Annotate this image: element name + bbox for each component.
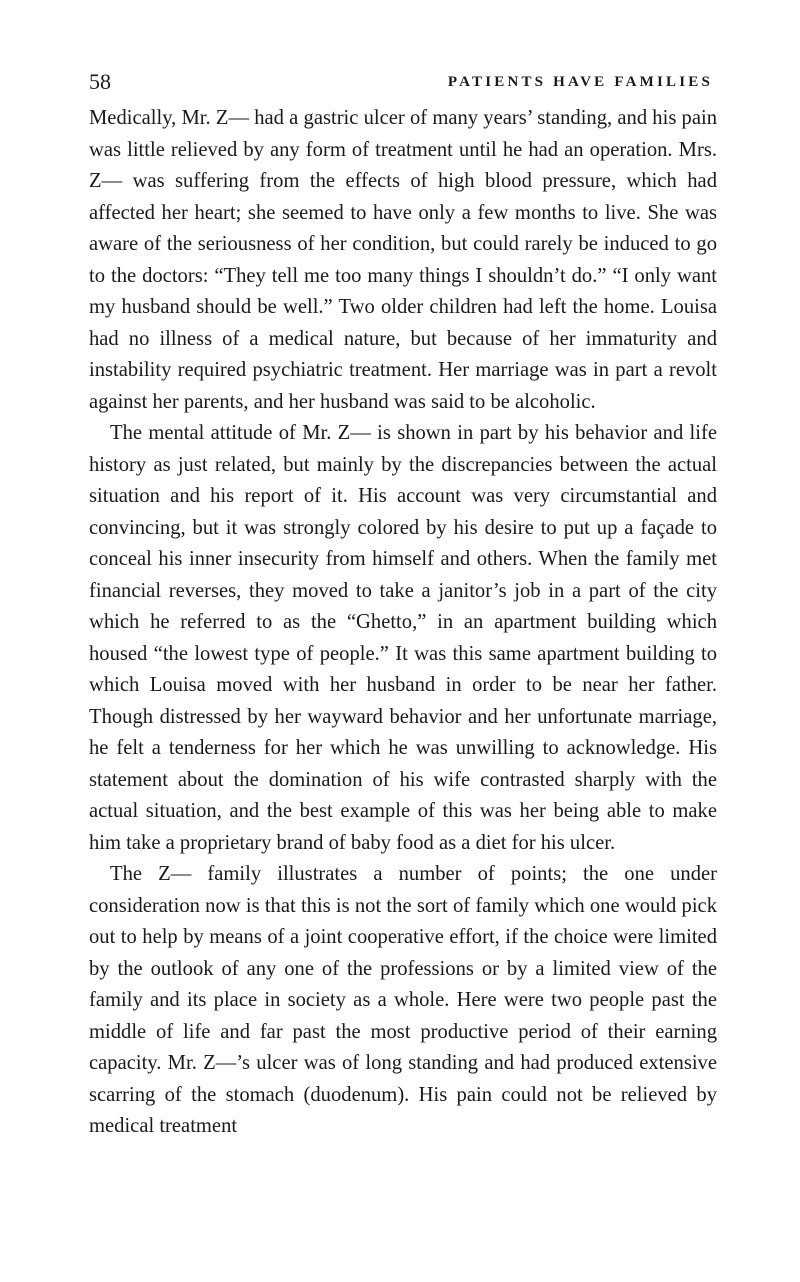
running-title: PATIENTS HAVE FAMILIES [447,74,713,90]
page-number: 58 [89,69,111,94]
running-head [89,66,713,98]
paragraph-3: The Z— family illustrates a number of points; the one under consideration now is that this is not the sort of family which one would pick out to help by means of a joint cooperative effort, if the choice were limited by the outlook of any one of the professions or by a limited view of the family and its place in society as a whole. Here were two people past the middle of life and far past the most productive period of their earning capacity. Mr. Z—’s ulcer was of long standing and had produced extensive scarring of the stomach (duodenum). His pain could not be relieved by medical treatment [89,863,717,1137]
paragraph-2: The mental attitude of Mr. Z— is shown in part by his behavior and life history as just related, but mainly by the discrepancies between the actual situation and his report of it. His account was very circumstantial and convincing, but it was strongly colored by his desire to put up a façade to conceal his inner insecurity from himself and others. When the family met financial reverses, they moved to take a janitor’s job in a part of the city which he referred to as the “Ghetto,” in an apartment building which housed “the lowest type of people.” It was this same apartment building to which Louisa moved with her husband in order to be near her father. Though distressed by her wayward behavior and her unfortunate marriage, he felt a tenderness for her which he was unwilling to acknowledge. His statement about the domination of his wife contrasted sharply with the actual situation, and the best example of this was her being able to make him take a proprietary brand of baby food as a diet for his ulcer. [89,422,717,854]
body-text [89,103,717,1143]
paragraph-1: Medically, Mr. Z— had a gastric ulcer of many years’ standing, and his pain was little relieved by any form of treatment until he had an operation. Mrs. Z— was suffering from the effects of high blood pressure, which had affected her heart; she seemed to have only a few months to live. She was aware of the seriousness of her condition, but could rarely be induced to go to the doctors: “They tell me too many things I shouldn’t do.” “I only want my husband should be well.” Two older children had left the home. Louisa had no illness of a medical nature, but because of her immaturity and instability required psychiatric treatment. Her marriage was in part a revolt against her parents, and her husband was said to be alcoholic. [89,107,717,413]
